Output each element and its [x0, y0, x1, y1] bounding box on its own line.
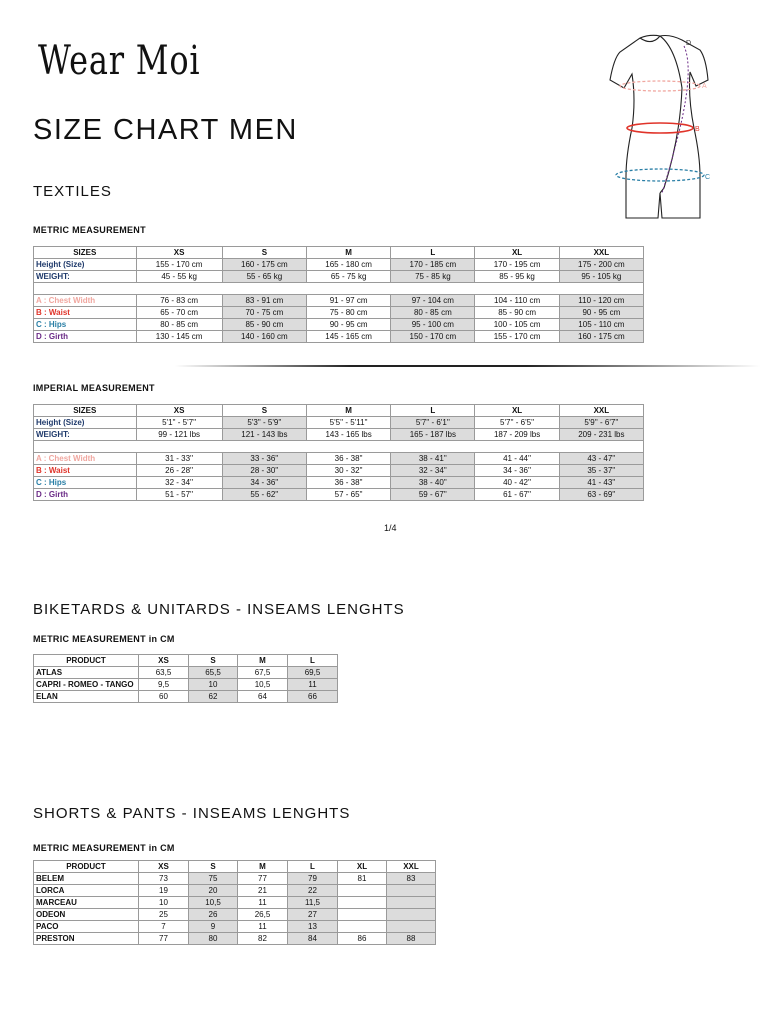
table-cell: 155 - 170 cm [475, 331, 559, 343]
table-cell: 150 - 170 cm [391, 331, 475, 343]
table-cell [338, 921, 387, 933]
table-cell: 63,5 [139, 667, 189, 679]
spacer-row [34, 283, 644, 295]
row-label: C : Hips [34, 477, 137, 489]
table-cell: 175 - 200 cm [559, 259, 643, 271]
table-cell: 28 - 30'' [222, 465, 306, 477]
table-cell: 85 - 95 kg [475, 271, 559, 283]
row-label: D : Girth [34, 331, 137, 343]
diagram-label-b: B [695, 126, 700, 133]
table-cell: 95 - 100 cm [391, 319, 475, 331]
table-cell: 5'9'' - 6'7'' [559, 417, 643, 429]
table-row [34, 307, 644, 319]
table-row [34, 331, 644, 343]
table-cell: 64 [238, 691, 288, 703]
table-cell: 11 [288, 679, 338, 691]
table-cell: 65 - 75 kg [307, 271, 391, 283]
textiles-metric-table [33, 246, 644, 343]
table-cell: 110 - 120 cm [559, 295, 643, 307]
table-cell: 170 - 185 cm [391, 259, 475, 271]
table-cell: 34 - 36'' [222, 477, 306, 489]
brand-logo: Wear Moi [38, 38, 201, 84]
section-divider [175, 365, 760, 367]
table-cell: 45 - 55 kg [136, 271, 222, 283]
table-row [34, 271, 644, 283]
table-cell: 187 - 209 lbs [475, 429, 559, 441]
table-cell: 99 - 121 lbs [136, 429, 222, 441]
table-cell: 160 - 175 cm [222, 259, 306, 271]
table-cell: 11,5 [288, 897, 338, 909]
table-row [34, 897, 436, 909]
table-cell: 38 - 40'' [391, 477, 475, 489]
table-cell: 80 [189, 933, 238, 945]
table-cell: 95 - 105 kg [559, 271, 643, 283]
row-label: C : Hips [34, 319, 137, 331]
table-cell: 100 - 105 cm [475, 319, 559, 331]
row-label: WEIGHT: [34, 271, 137, 283]
table-cell: 5'7'' - 6'1'' [391, 417, 475, 429]
table-cell: 105 - 110 cm [559, 319, 643, 331]
table-cell: 82 [238, 933, 288, 945]
table-cell: 19 [139, 885, 189, 897]
table-cell: 140 - 160 cm [222, 331, 306, 343]
table-header-row [34, 247, 644, 259]
table-cell: 130 - 145 cm [136, 331, 222, 343]
textiles-imperial-table [33, 404, 644, 501]
table-cell: 65 - 70 cm [136, 307, 222, 319]
table-cell: 77 [139, 933, 189, 945]
table-cell: 91 - 97 cm [307, 295, 391, 307]
row-label: A : Chest Width [34, 295, 137, 307]
table-cell: 55 - 62'' [222, 489, 306, 501]
row-label: B : Waist [34, 307, 137, 319]
biketards-table [33, 654, 338, 703]
row-label: Height (Size) [34, 259, 137, 271]
table-cell: 11 [238, 921, 288, 933]
table-cell: 121 - 143 lbs [222, 429, 306, 441]
header-cell: S [222, 247, 306, 259]
table-cell: 67,5 [238, 667, 288, 679]
table-cell: 25 [139, 909, 189, 921]
header-cell: XXL [559, 405, 643, 417]
table-cell: 20 [189, 885, 238, 897]
table-header-row [34, 405, 644, 417]
table-cell: 85 - 90 cm [222, 319, 306, 331]
row-label: BELEM [34, 873, 139, 885]
table-row [34, 489, 644, 501]
table-cell: 81 [338, 873, 387, 885]
table-cell: 75 [189, 873, 238, 885]
table-cell: 51 - 57'' [136, 489, 222, 501]
header-cell: L [391, 247, 475, 259]
table-cell [387, 897, 436, 909]
table-cell: 35 - 37'' [559, 465, 643, 477]
table-cell [387, 909, 436, 921]
table-cell: 69,5 [288, 667, 338, 679]
row-label: ODEON [34, 909, 139, 921]
table-cell: 80 - 85 cm [391, 307, 475, 319]
row-label: WEIGHT: [34, 429, 137, 441]
table-cell: 77 [238, 873, 288, 885]
header-cell: XS [139, 861, 189, 873]
header-cell: XL [338, 861, 387, 873]
table-cell: 73 [139, 873, 189, 885]
diagram-label-a: A [702, 83, 707, 90]
table-row [34, 873, 436, 885]
table-cell [338, 885, 387, 897]
section-title-textiles: TEXTILES [33, 183, 112, 200]
row-label: ATLAS [34, 667, 139, 679]
table-row [34, 679, 338, 691]
table-cell: 36 - 38'' [307, 453, 391, 465]
table-cell [338, 897, 387, 909]
table-cell: 62 [189, 691, 238, 703]
row-label: B : Waist [34, 465, 137, 477]
header-cell: L [288, 861, 338, 873]
header-cell: S [222, 405, 306, 417]
header-cell: M [238, 861, 288, 873]
table-cell: 9,5 [139, 679, 189, 691]
table-header-row [34, 655, 338, 667]
table-cell: 84 [288, 933, 338, 945]
table-row [34, 885, 436, 897]
table-cell: 26 - 28'' [136, 465, 222, 477]
table-cell: 90 - 95 cm [307, 319, 391, 331]
table-cell: 160 - 175 cm [559, 331, 643, 343]
table-cell: 10 [139, 897, 189, 909]
table-cell: 83 [387, 873, 436, 885]
table-cell: 55 - 65 kg [222, 271, 306, 283]
table-cell: 97 - 104 cm [391, 295, 475, 307]
header-cell: S [189, 861, 238, 873]
header-cell: S [189, 655, 238, 667]
shorts-metric-label: METRIC MEASUREMENT in CM [33, 843, 175, 853]
imperial-measurement-label: IMPERIAL MEASUREMENT [33, 383, 155, 393]
waist-ring [627, 123, 693, 133]
table-cell: 155 - 170 cm [136, 259, 222, 271]
table-cell: 10,5 [189, 897, 238, 909]
table-cell: 5'1'' - 5'7'' [136, 417, 222, 429]
table-cell: 63 - 69'' [559, 489, 643, 501]
table-row [34, 667, 338, 679]
figure-outline [610, 35, 711, 218]
header-cell: XXL [387, 861, 436, 873]
header-cell: XS [139, 655, 189, 667]
table-cell: 43 - 47'' [559, 453, 643, 465]
table-cell: 5'5'' - 5'11'' [307, 417, 391, 429]
table-cell: 90 - 95 cm [559, 307, 643, 319]
table-cell: 209 - 231 lbs [559, 429, 643, 441]
table-cell: 10 [189, 679, 238, 691]
table-cell: 86 [338, 933, 387, 945]
metric-measurement-label: METRIC MEASUREMENT [33, 225, 146, 235]
page-number: 1/4 [384, 523, 397, 533]
table-cell: 30 - 32'' [307, 465, 391, 477]
diagram-label-c: C [705, 174, 711, 181]
table-cell: 11 [238, 897, 288, 909]
header-cell: XL [475, 247, 559, 259]
table-cell: 170 - 195 cm [475, 259, 559, 271]
shorts-table [33, 860, 436, 945]
table-cell: 76 - 83 cm [136, 295, 222, 307]
table-cell: 75 - 85 kg [391, 271, 475, 283]
table-cell: 104 - 110 cm [475, 295, 559, 307]
table-cell: 32 - 34'' [391, 465, 475, 477]
header-cell: M [307, 247, 391, 259]
table-cell: 32 - 34'' [136, 477, 222, 489]
table-cell: 9 [189, 921, 238, 933]
row-label: Height (Size) [34, 417, 137, 429]
header-cell: XS [136, 405, 222, 417]
table-row [34, 933, 436, 945]
table-row [34, 477, 644, 489]
table-cell: 88 [387, 933, 436, 945]
row-label: ELAN [34, 691, 139, 703]
table-cell: 59 - 67'' [391, 489, 475, 501]
table-cell: 75 - 80 cm [307, 307, 391, 319]
header-cell: PRODUCT [34, 861, 139, 873]
section-title-biketards: BIKETARDS & UNITARDS - INSEAMS LENGHTS [33, 601, 405, 618]
row-label: A : Chest Width [34, 453, 137, 465]
table-row [34, 295, 644, 307]
body-measurement-diagram [590, 28, 730, 223]
spacer-cell [34, 441, 644, 453]
table-cell: 26,5 [238, 909, 288, 921]
hips-ring [616, 169, 704, 181]
header-cell: M [307, 405, 391, 417]
table-cell: 33 - 36'' [222, 453, 306, 465]
table-cell: 85 - 90 cm [475, 307, 559, 319]
table-cell: 61 - 67'' [475, 489, 559, 501]
row-label: PACO [34, 921, 139, 933]
table-cell: 60 [139, 691, 189, 703]
table-cell: 31 - 33'' [136, 453, 222, 465]
table-row [34, 259, 644, 271]
table-cell: 70 - 75 cm [222, 307, 306, 319]
page-title: SIZE CHART MEN [33, 114, 298, 146]
row-label: CAPRI - ROMEO - TANGO [34, 679, 139, 691]
table-row [34, 417, 644, 429]
table-cell: 5'3'' - 5'9'' [222, 417, 306, 429]
table-cell: 21 [238, 885, 288, 897]
table-header-row [34, 861, 436, 873]
table-cell: 165 - 180 cm [307, 259, 391, 271]
table-cell: 41 - 44'' [475, 453, 559, 465]
table-cell [387, 885, 436, 897]
table-cell: 65,5 [189, 667, 238, 679]
row-label: D : Girth [34, 489, 137, 501]
table-cell: 79 [288, 873, 338, 885]
table-cell: 27 [288, 909, 338, 921]
table-cell: 57 - 65'' [307, 489, 391, 501]
biketards-metric-label: METRIC MEASUREMENT in CM [33, 634, 175, 644]
table-cell: 38 - 41'' [391, 453, 475, 465]
table-cell: 165 - 187 lbs [391, 429, 475, 441]
table-cell: 7 [139, 921, 189, 933]
table-cell: 34 - 36'' [475, 465, 559, 477]
header-cell: XS [136, 247, 222, 259]
header-cell: SIZES [34, 247, 137, 259]
header-cell: L [288, 655, 338, 667]
table-cell: 22 [288, 885, 338, 897]
header-cell: L [391, 405, 475, 417]
spacer-row [34, 441, 644, 453]
table-cell [338, 909, 387, 921]
table-cell [387, 921, 436, 933]
table-cell: 80 - 85 cm [136, 319, 222, 331]
table-cell: 10,5 [238, 679, 288, 691]
table-row [34, 453, 644, 465]
table-cell: 145 - 165 cm [307, 331, 391, 343]
row-label: MARCEAU [34, 897, 139, 909]
table-cell: 36 - 38'' [307, 477, 391, 489]
table-row [34, 691, 338, 703]
diagram-label-d: D [686, 40, 692, 47]
table-cell: 83 - 91 cm [222, 295, 306, 307]
table-cell: 40 - 42'' [475, 477, 559, 489]
header-cell: M [238, 655, 288, 667]
table-row [34, 465, 644, 477]
table-row [34, 909, 436, 921]
table-cell: 41 - 43'' [559, 477, 643, 489]
table-row [34, 429, 644, 441]
header-cell: PRODUCT [34, 655, 139, 667]
row-label: LORCA [34, 885, 139, 897]
table-row [34, 921, 436, 933]
header-cell: XL [475, 405, 559, 417]
table-cell: 13 [288, 921, 338, 933]
header-cell: XXL [559, 247, 643, 259]
table-cell: 143 - 165 lbs [307, 429, 391, 441]
header-cell: SIZES [34, 405, 137, 417]
table-cell: 26 [189, 909, 238, 921]
section-title-shorts: SHORTS & PANTS - INSEAMS LENGHTS [33, 805, 351, 822]
row-label: PRESTON [34, 933, 139, 945]
table-row [34, 319, 644, 331]
table-cell: 66 [288, 691, 338, 703]
girth-line [662, 46, 688, 193]
spacer-cell [34, 283, 644, 295]
table-cell: 5'7'' - 6'5'' [475, 417, 559, 429]
